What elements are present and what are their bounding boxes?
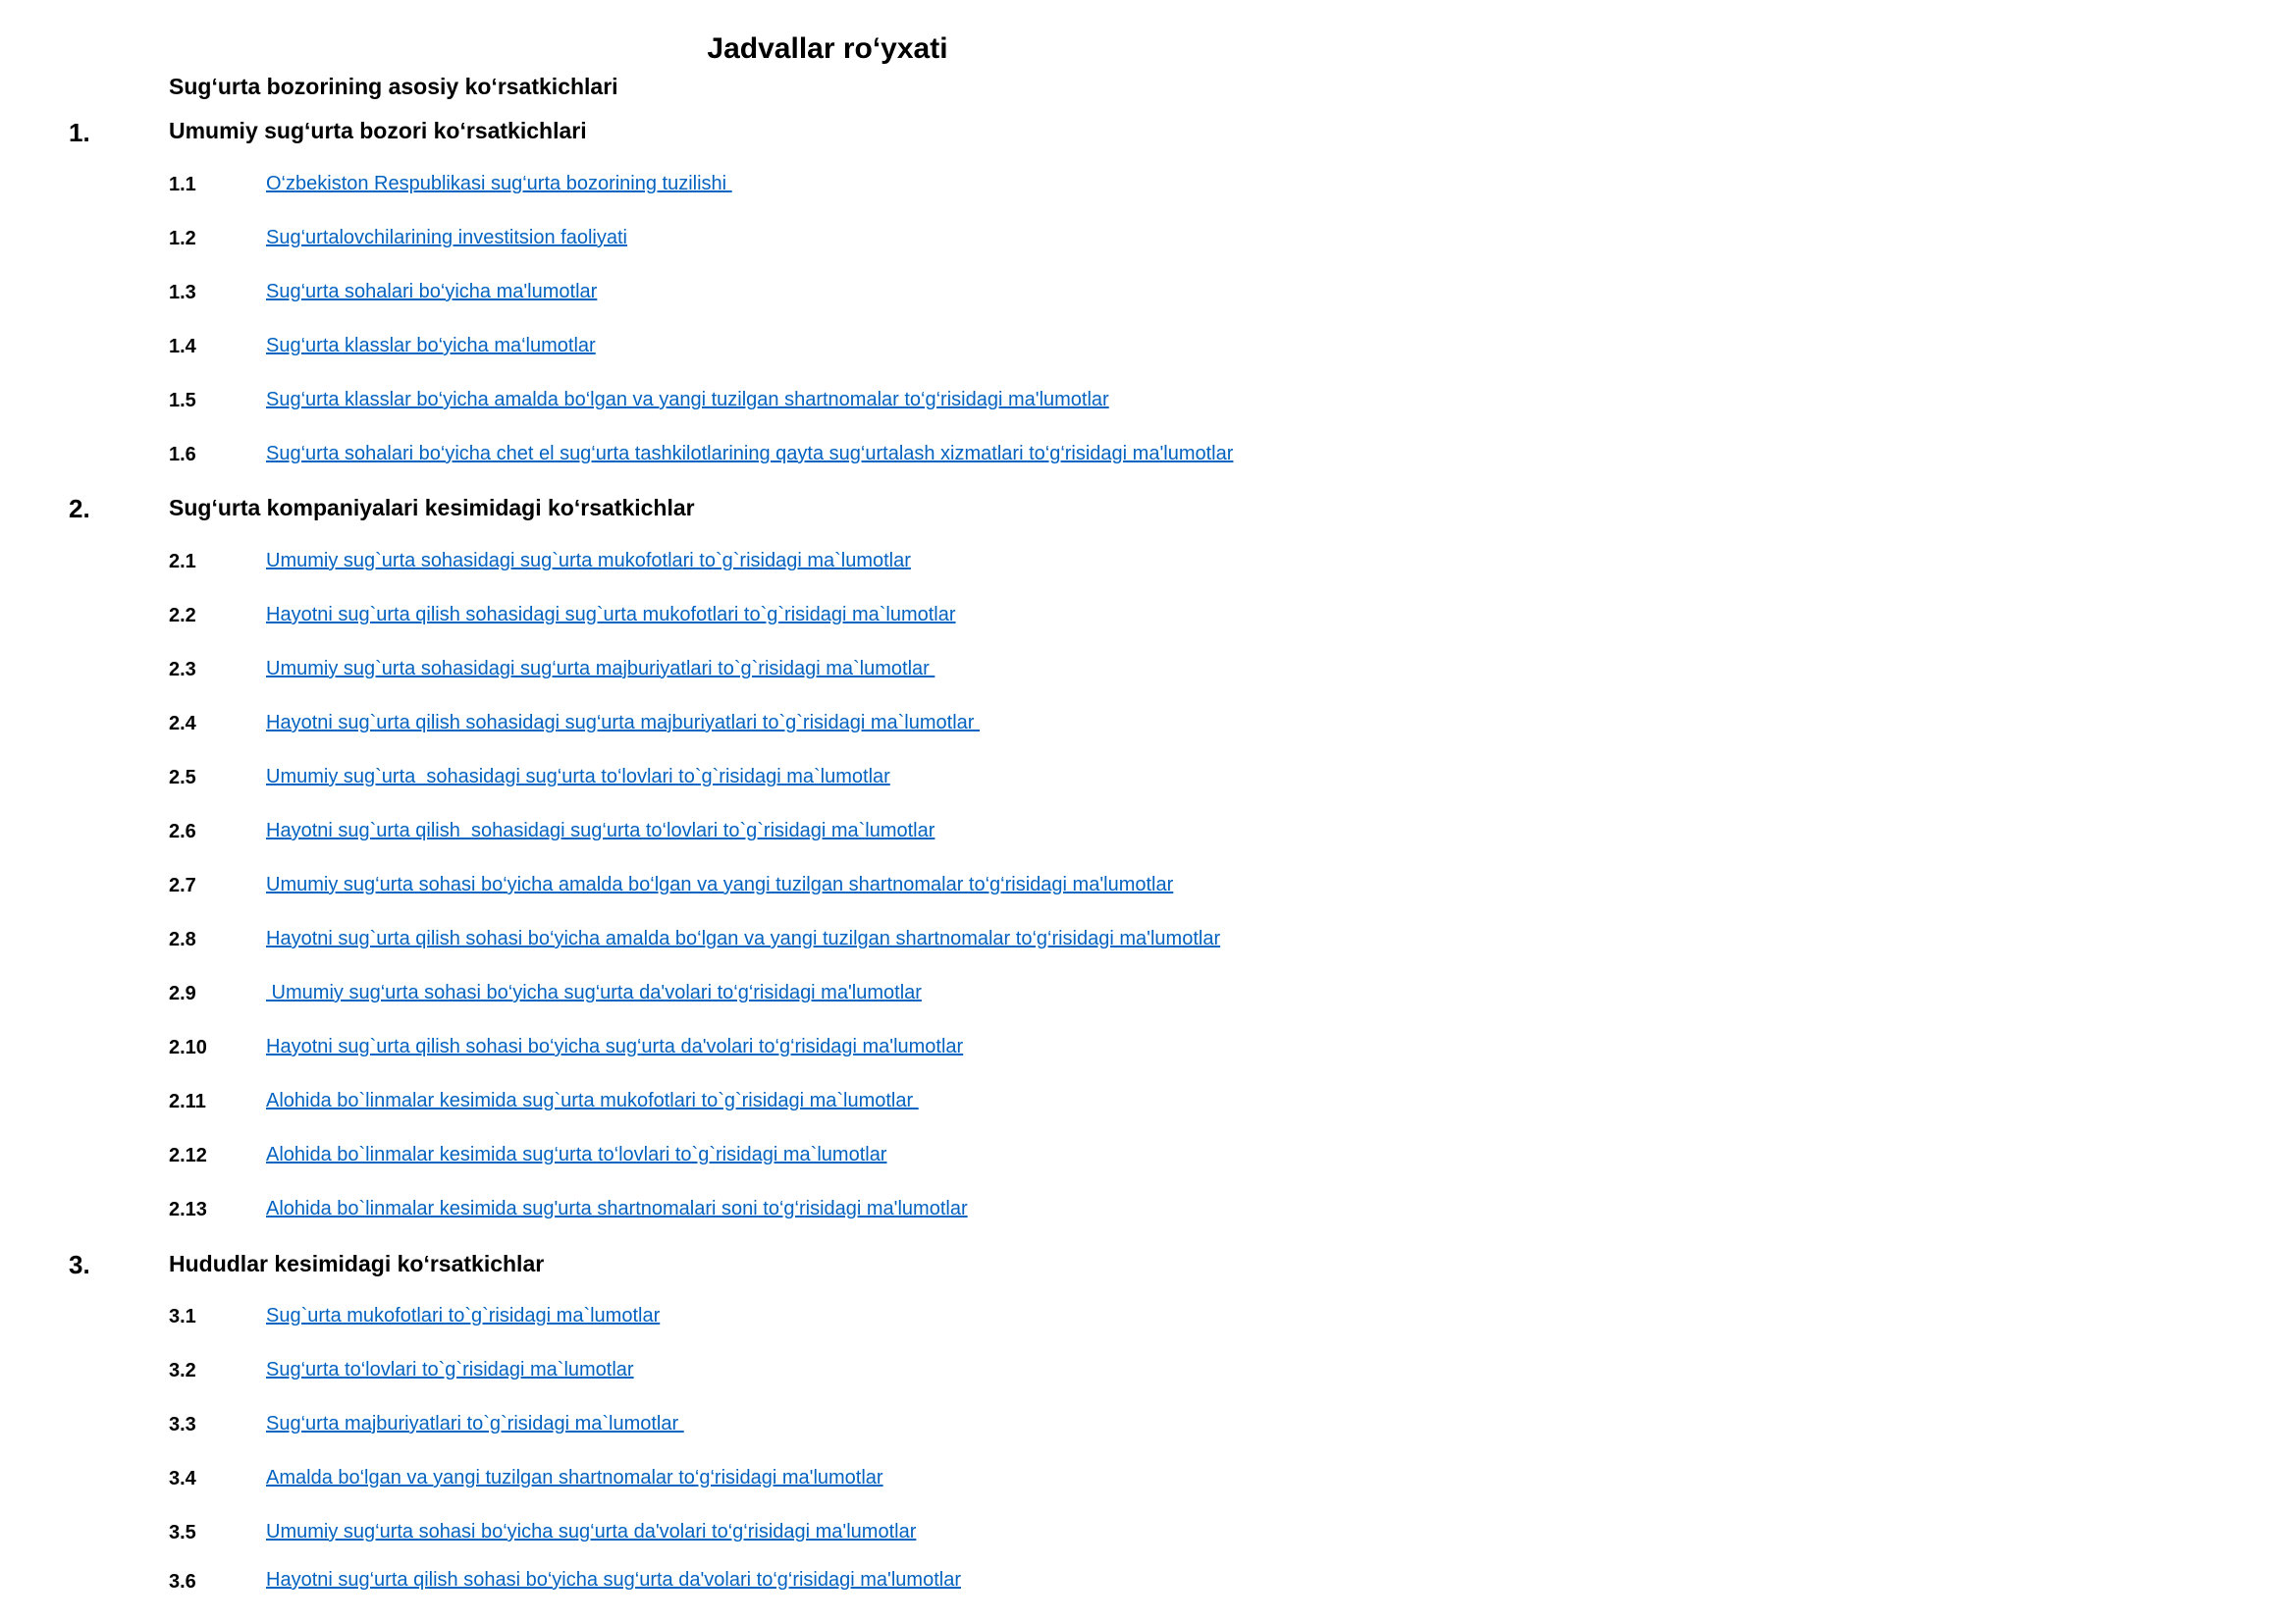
table-link[interactable]: Sug‘urta sohalari bo‘yicha chet el sug‘urta tashkilotlarining qayta sug‘urtalash xizmatlari to‘g‘risidagi ma'lumotlar (266, 443, 1234, 464)
item-number: 3.3 (169, 1414, 196, 1435)
table-link[interactable]: Umumiy sug‘urta sohasi bo‘yicha amalda bo‘lgan va yangi tuzilgan shartnomalar to‘g‘risidagi ma'lumotlar (266, 874, 1174, 895)
item-number: 1.3 (169, 282, 196, 303)
table-link[interactable]: Sug‘urta sohalari bo‘yicha ma'lumotlar (266, 281, 598, 302)
table-link[interactable]: Sug‘urta majburiyatlari to`g`risidagi ma`lumotlar (266, 1413, 684, 1435)
item-number: 2.12 (169, 1145, 207, 1166)
section-number: 2. (69, 494, 90, 523)
item-number: 3.2 (169, 1360, 196, 1381)
page-title: Jadvallar ro‘yxati (707, 32, 948, 65)
table-link[interactable]: Alohida bo`linmalar kesimida sug‘urta to‘lovlari to`g`risidagi ma`lumotlar (266, 1144, 887, 1165)
table-link[interactable]: Hayotni sug`urta qilish sohasidagi sug`urta mukofotlari to`g`risidagi ma`lumotlar (266, 604, 956, 625)
item-number: 2.8 (169, 929, 196, 950)
section-title: Sug‘urta kompaniyalari kesimidagi ko‘rsatkichlar (169, 495, 695, 520)
table-link[interactable]: Hayotni sug`urta qilish sohasidagi sug‘urta to‘lovlari to`g`risidagi ma`lumotlar (266, 820, 935, 841)
item-number: 1.2 (169, 228, 196, 249)
page-subtitle: Sug‘urta bozorining asosiy ko‘rsatkichlari (169, 74, 618, 99)
item-number: 1.5 (169, 390, 196, 411)
item-number: 2.7 (169, 875, 196, 896)
section-number: 3. (69, 1250, 90, 1279)
item-number: 2.10 (169, 1037, 207, 1058)
item-number: 2.2 (169, 605, 196, 626)
table-link[interactable]: Hayotni sug`urta qilish sohasi bo‘yicha sug‘urta da'volari to‘g‘risidagi ma'lumotlar (266, 1036, 964, 1057)
table-link[interactable]: O‘zbekiston Respublikasi sug‘urta bozorining tuzilishi (266, 173, 732, 194)
item-number: 2.4 (169, 713, 196, 734)
table-link[interactable]: Sug‘urta to‘lovlari to`g`risidagi ma`lumotlar (266, 1359, 634, 1380)
item-number: 3.6 (169, 1571, 196, 1593)
item-number: 2.13 (169, 1199, 207, 1220)
item-number: 3.4 (169, 1468, 196, 1489)
table-link[interactable]: Amalda bo‘lgan va yangi tuzilgan shartnomalar to‘g‘risidagi ma'lumotlar (266, 1467, 883, 1489)
item-number: 3.5 (169, 1522, 196, 1543)
table-link[interactable]: Sug‘urta klasslar bo‘yicha ma‘lumotlar (266, 335, 596, 356)
table-link[interactable]: Umumiy sug`urta sohasidagi sug‘urta to‘lovlari to`g`risidagi ma`lumotlar (266, 766, 890, 787)
table-link[interactable]: Umumiy sug`urta sohasidagi sug`urta mukofotlari to`g`risidagi ma`lumotlar (266, 550, 911, 571)
item-number: 2.5 (169, 767, 196, 788)
item-number: 2.6 (169, 821, 196, 842)
item-number: 3.1 (169, 1306, 196, 1327)
table-link[interactable]: Umumiy sug‘urta sohasi bo‘yicha sug‘urta da'volari to‘g‘risidagi ma'lumotlar (266, 1521, 917, 1543)
section-number: 1. (69, 118, 90, 147)
table-link[interactable]: Sug‘urta klasslar bo‘yicha amalda bo‘lgan va yangi tuzilgan shartnomalar to‘g‘risidagi ma'lumotlar (266, 389, 1109, 410)
table-link[interactable]: Umumiy sug`urta sohasidagi sug‘urta majburiyatlari to`g`risidagi ma`lumotlar (266, 658, 935, 679)
table-link[interactable]: Umumiy sug‘urta sohasi bo‘yicha sug‘urta da'volari to‘g‘risidagi ma'lumotlar (266, 982, 922, 1003)
item-number: 1.4 (169, 336, 196, 357)
table-link[interactable]: Sug‘urtalovchilarining investitsion faoliyati (266, 227, 627, 248)
table-link[interactable]: Hayotni sug‘urta qilish sohasi bo‘yicha sug‘urta da'volari to‘g‘risidagi ma'lumotlar (266, 1569, 961, 1591)
section-title: Umumiy sug‘urta bozori ko‘rsatkichlari (169, 118, 587, 143)
table-link[interactable]: Alohida bo`linmalar kesimida sug'urta shartnomalari soni to‘g‘risidagi ma'lumotlar (266, 1198, 968, 1219)
table-link[interactable]: Alohida bo`linmalar kesimida sug`urta mukofotlari to`g`risidagi ma`lumotlar (266, 1090, 919, 1111)
section-title: Hududlar kesimidagi ko‘rsatkichlar (169, 1251, 545, 1276)
item-number: 1.6 (169, 444, 196, 465)
item-number: 2.3 (169, 659, 196, 680)
table-link[interactable]: Sug`urta mukofotlari to`g`risidagi ma`lumotlar (266, 1305, 661, 1326)
item-number: 2.1 (169, 551, 196, 572)
item-number: 2.11 (169, 1091, 206, 1112)
item-number: 1.1 (169, 174, 196, 195)
table-link[interactable]: Hayotni sug`urta qilish sohasi bo‘yicha amalda bo‘lgan va yangi tuzilgan shartnomalar to‘g‘risidagi ma'lumotlar (266, 928, 1221, 949)
item-number: 2.9 (169, 983, 196, 1004)
table-link[interactable]: Hayotni sug`urta qilish sohasidagi sug‘urta majburiyatlari to`g`risidagi ma`lumotlar (266, 712, 980, 733)
